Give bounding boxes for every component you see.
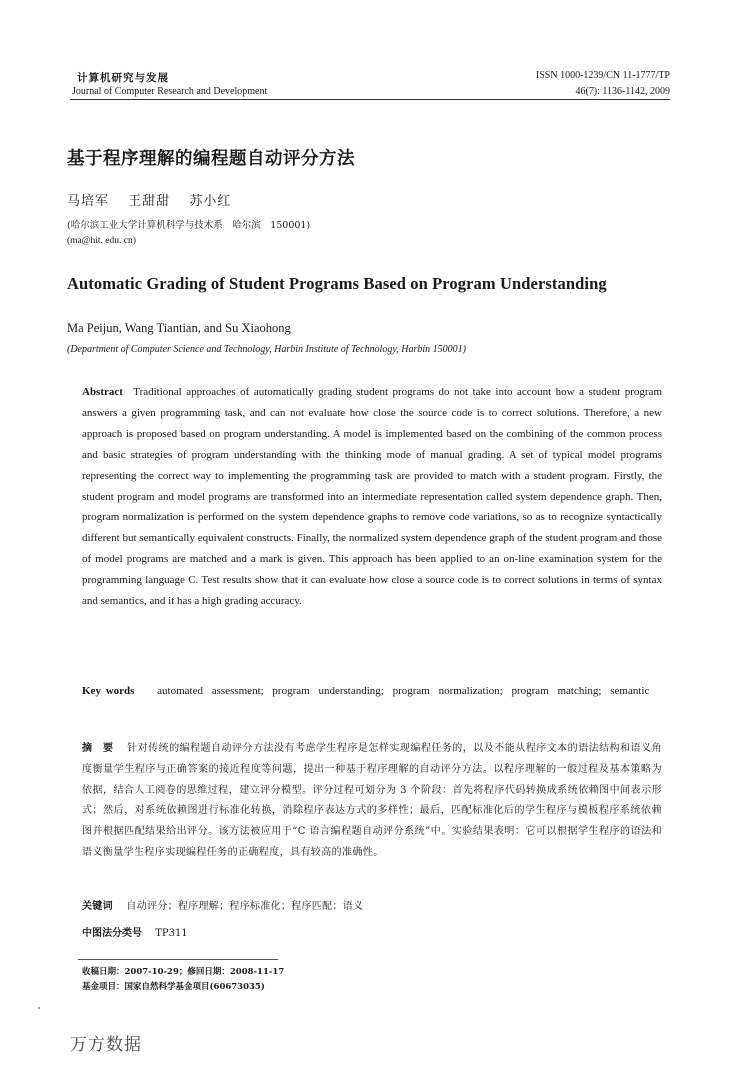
- fund-note: 基金项目：国家自然科学基金项目(60673035): [82, 982, 265, 992]
- keywords-cn-label: 关键词: [82, 901, 113, 912]
- classification-value: TP311: [155, 928, 188, 939]
- footnote-rule: [78, 959, 278, 960]
- abstract-cn-text: 针对传统的编程题自动评分方法没有考虑学生程序是怎样实现编程任务的，以及不能从程序文本的语法结构和语义角度衡量学生程序与正确答案的接近程度等问题，提出一种基于程序理解的自动评分方法。以程序理解的一般过程及基本策略为依据，结合人工阅卷的思维过程，建立评分模型。评分过程可划分为 3 个阶段：首先将程序代码转换成系统依赖图中间表示形式；然后，对系统依赖图进行标准化转换，消除程序表达方式的多样性；最后，匹配标准化后的学生程序与模板程序系统依赖图并根据匹配结果给出评分。该方法被应用于“C 语言编程题自动评分系统”中。实验结果表明：它可以根据学生程序的语法和语义衡量学生程序实现编程任务的正确程度，具有较高的准确性。: [82, 743, 662, 858]
- journal-title-cn: 计算机研究与发展: [77, 72, 169, 84]
- issn-line: ISSN 1000-1239/CN 11-1777/TP: [535, 70, 670, 81]
- scan-speck: [38, 1007, 40, 1009]
- keywords-en: [82, 681, 662, 702]
- abstract-cn: [82, 739, 662, 864]
- abstract-en: [82, 382, 662, 612]
- paper-title-en: Automatic Grading of Student Programs Based on Program Understanding: [67, 274, 607, 293]
- header-rule: [70, 99, 670, 100]
- classification-label: 中图法分类号: [82, 928, 142, 939]
- watermark: 万方数据: [70, 1035, 142, 1055]
- keywords-en-text: automated assessment; program understanding; program normalization; program matching; semantic: [157, 685, 650, 697]
- author-cn: 马培军: [67, 194, 110, 209]
- author-cn: 苏小红: [189, 194, 232, 209]
- abstract-en-text: Traditional approaches of automatically grading student programs do not take into account how a student program answers a given programming task, and can not evaluate how close the source code is to correct solutions. Therefore, a new approach is proposed based on program understanding. A model is implemented based on the combining of the common process and basic strategies of program understanding with the thinking mode of manual grading. A set of typical model programs representing the correct way to implementing the programming task are provided to match with a student program. Firstly, the student program and model programs are transformed into an intermediate representation called system dependence graph. Then, program normalization is performed on the system dependence graphs to remove code variations, so as to recognize syntactically different but semantically equivalent constructs. Finally, the normalized system dependence graph of the student program and those of model programs are matched and a mark is given. This approach has been applied to an on-line examination system for the programming language C. Test results show that it can evaluate how close a source code is to correct solutions in terms of syntax and semantics, and it has a high grading accuracy.: [82, 386, 662, 608]
- authors-cn: [67, 190, 245, 209]
- author-email: (ma@hit. edu. cn): [67, 236, 136, 246]
- classification-number: [82, 924, 188, 939]
- keywords-cn-text: 自动评分；程序理解；程序标准化；程序匹配；语义: [126, 901, 364, 912]
- keywords-en-label: Key words: [82, 685, 135, 697]
- affiliation-en: (Department of Computer Science and Technology, Harbin Institute of Technology, Harbin 150001): [67, 344, 466, 355]
- issue-line: 46(7): 1136-1142, 2009: [575, 86, 670, 97]
- received-date: 收稿日期：2007-10-29；修回日期：2008-11-17: [82, 967, 285, 977]
- journal-title-en: Journal of Computer Research and Development: [72, 86, 268, 97]
- paper-title-cn: 基于程序理解的编程题自动评分方法: [67, 149, 355, 169]
- keywords-cn: [82, 897, 363, 912]
- abstract-cn-label: 摘 要: [82, 743, 114, 754]
- authors-en: Ma Peijun, Wang Tiantian, and Su Xiaohong: [67, 321, 291, 335]
- author-cn: 王甜甜: [128, 194, 171, 209]
- affiliation-cn: (哈尔滨工业大学计算机科学与技术系 哈尔滨 150001): [67, 220, 311, 231]
- abstract-en-label: Abstract: [82, 386, 123, 398]
